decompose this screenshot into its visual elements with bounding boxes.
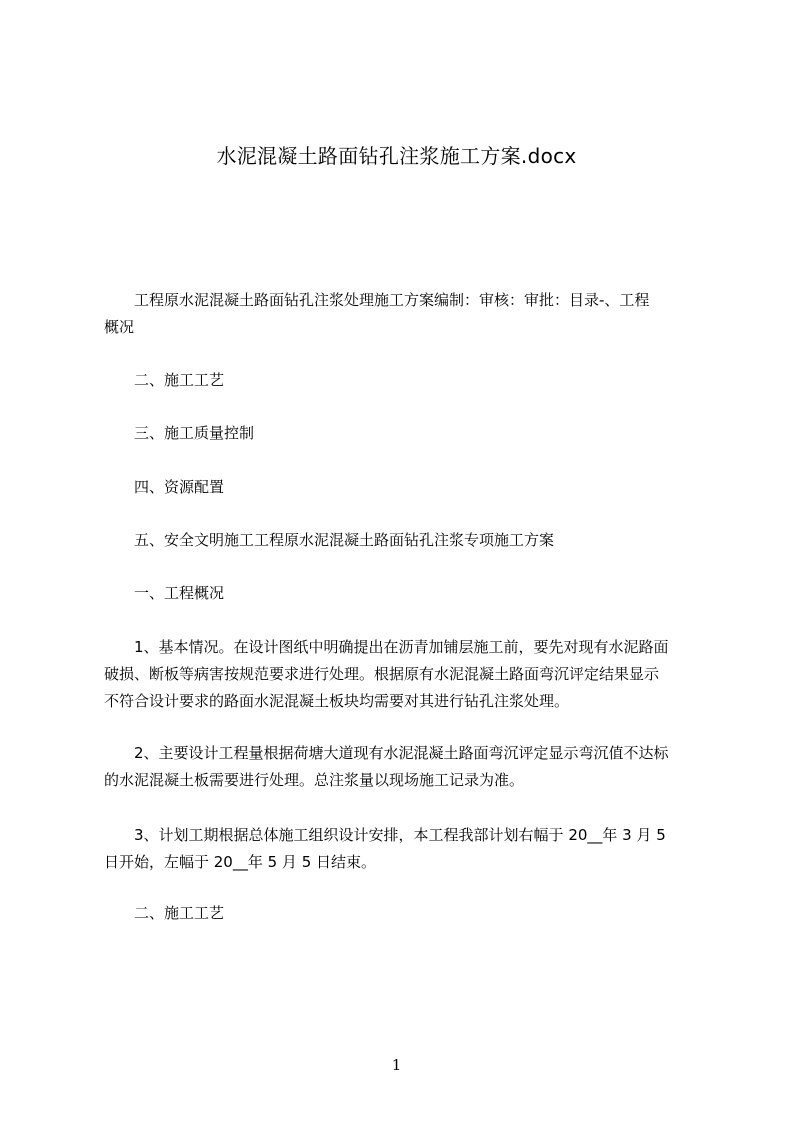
paragraph-heading-3	[104, 420, 720, 447]
page-number: 1	[391, 1056, 402, 1074]
paragraph-heading-4	[104, 474, 720, 501]
text-line: 不符合设计要求的路面水泥混凝土板块均需要对其进行钻孔注浆处理。	[104, 692, 570, 710]
text-line: 2、主要设计工程量根据荷塘大道现有水泥混凝土路面弯沉评定显示弯沉值不达标	[104, 744, 669, 762]
text-line: 的水泥混凝土板需要进行处理。总注浆量以现场施工记录为准。	[104, 771, 525, 789]
text-line: 3、计划工期根据总体施工组织设计安排，本工程我部计划右幅于 20__年 3 月 5	[104, 826, 666, 844]
paragraph-toc	[104, 287, 720, 341]
paragraph-heading-5	[104, 527, 720, 554]
text-line: 日开始，左幅于 20__年 5 月 5 日结束。	[104, 853, 377, 871]
paragraph-heading-1	[104, 580, 720, 607]
text-line: 二、施工工艺	[104, 904, 225, 922]
text-line: 一、工程概况	[104, 584, 225, 602]
text-line: 概况	[104, 318, 135, 336]
text-line: 1、基本情况。在设计图纸中明确提出在沥青加铺层施工前，要先对现有水泥路面	[104, 638, 669, 656]
text-line: 工程原水泥混凝土路面钻孔注浆处理施工方案编制：审核：审批：目录-、工程	[104, 291, 650, 309]
paragraph-quantities	[104, 740, 720, 794]
paragraph-heading-2	[104, 367, 720, 394]
document-title: 水泥混凝土路面钻孔注浆施工方案.docx	[216, 144, 577, 168]
paragraph-heading-2-repeat	[104, 900, 720, 927]
paragraph-basic-info	[104, 634, 720, 715]
text-line: 五、安全文明施工工程原水泥混凝土路面钻孔注浆专项施工方案	[104, 531, 555, 549]
text-line: 四、资源配置	[104, 478, 225, 496]
text-line: 三、施工质量控制	[104, 424, 255, 442]
text-line: 二、施工工艺	[104, 371, 225, 389]
text-line: 破损、断板等病害按规范要求进行处理。根据原有水泥混凝土路面弯沉评定结果显示	[104, 665, 660, 683]
paragraph-schedule	[104, 822, 720, 876]
